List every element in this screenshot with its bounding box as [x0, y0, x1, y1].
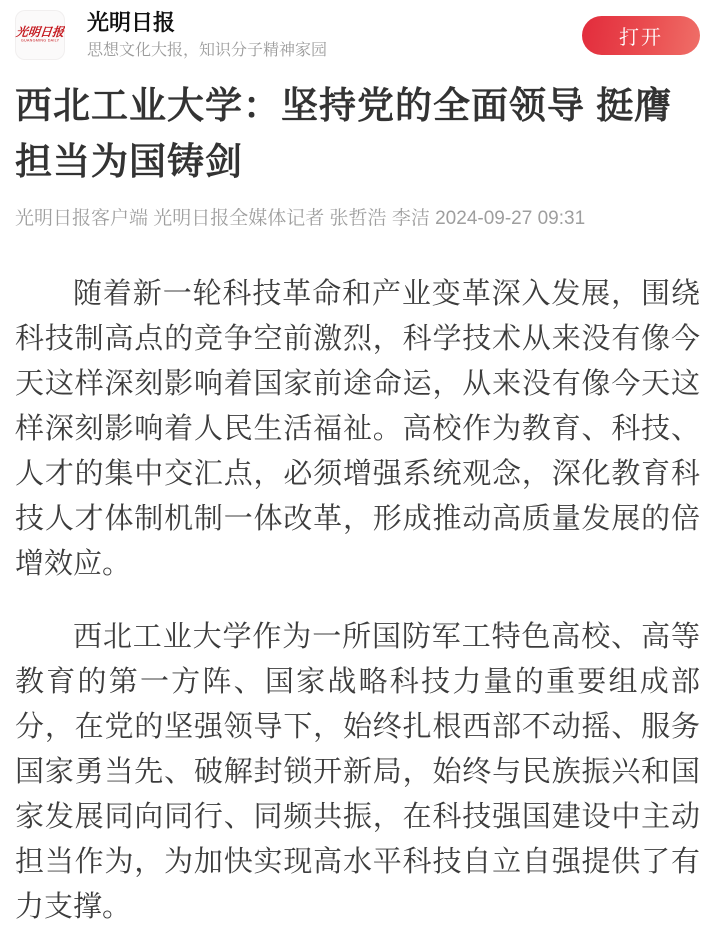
logo-english-text: GUANGMING DAILY — [20, 38, 60, 43]
article-byline: 光明日报客户端 光明日报全媒体记者 张哲浩 李洁 2024-09-27 09:31 — [15, 208, 586, 229]
article-content — [15, 272, 700, 930]
article-body — [0, 78, 715, 930]
logo-calligraphy-text: 光明日报 — [15, 24, 65, 39]
app-banner — [0, 0, 715, 70]
guangming-daily-logo[interactable] — [15, 10, 65, 60]
article-title: 西北工业大学：坚持党的全面领导 挺膺担当为国铸剑 — [15, 85, 673, 182]
app-info — [87, 10, 582, 60]
app-tagline: 思想文化大报，知识分子精神家园 — [87, 42, 328, 59]
article-paragraph: 随着新一轮科技革命和产业变革深入发展，围绕科技制高点的竞争空前激烈，科学技术从来没有像今天这样深刻影响着国家前途命运，从来没有像今天这样深刻影响着人民生活福祉。高校作为教育、科技、人才的集中交汇点，必须增强系统观念，深化教育科技人才体制机制一体改革，形成推动高质量发展的倍增效应。 — [15, 278, 700, 580]
article-paragraph: 西北工业大学作为一所国防军工特色高校、高等教育的第一方阵、国家战略科技力量的重要组成部分，在党的坚强领导下，始终扎根西部不动摇、服务国家勇当先、破解封锁开新局，始终与民族振兴和国家发展同向同行、同频共振，在科技强国建设中主动担当作为，为加快实现高水平科技自立自强提供了有力支撑。 — [15, 621, 700, 923]
open-app-button[interactable]: 打开 — [582, 16, 700, 55]
app-name: 光明日报 — [87, 10, 176, 35]
